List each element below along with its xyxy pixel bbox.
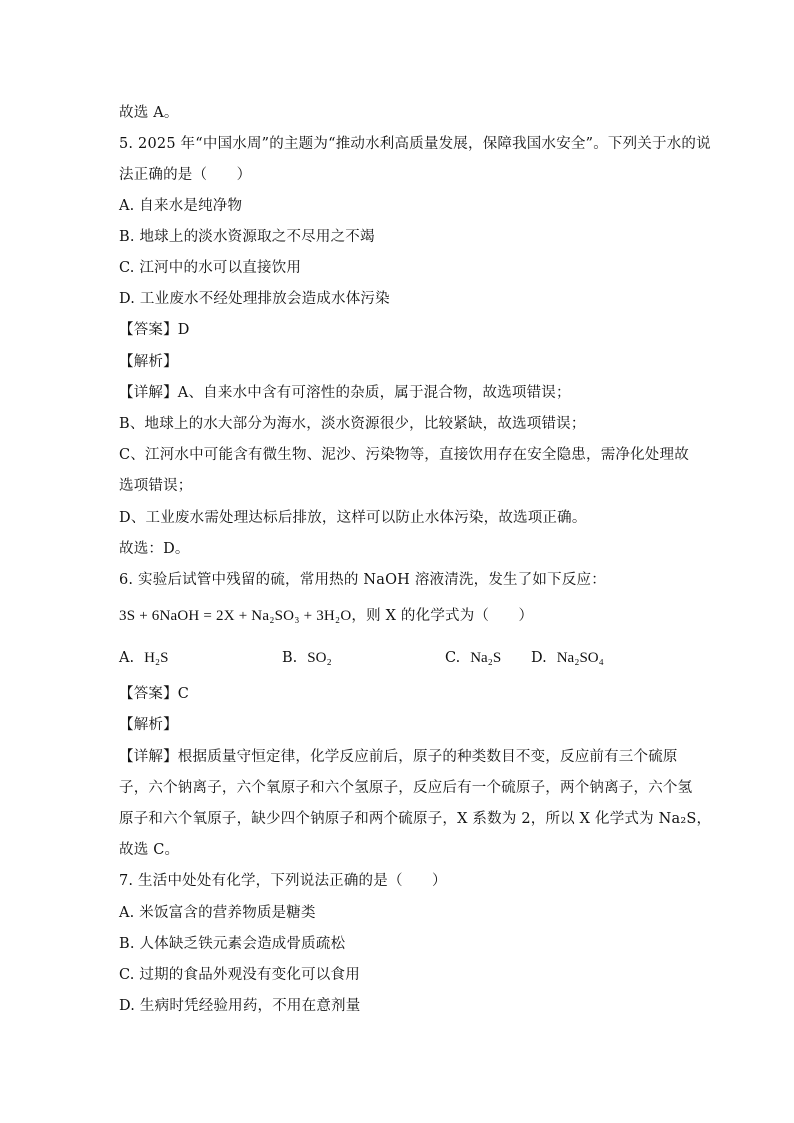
q5-option-c: C. 江河中的水可以直接饮用 [119,260,302,276]
q6-detail-2: 子，六个钠离子，六个氧原子和六个氢原子，反应后有一个硫原子，两个钠离子，六个氢 [119,780,693,796]
q6-option-d-formula: Na₂SO₄ [556,650,604,666]
q5-conclusion: 故选：D。 [119,541,190,557]
q5-detail-3b: 选项错误； [119,478,193,494]
q6-detail-3: 原子和六个氧原子，缺少四个钠原子和两个硫原子，X 系数为 2，所以 X 化学式为 Na₂S， [119,811,712,827]
q6-detail-1: 【详解】根据质量守恒定律，化学反应前后，原子的种类数目不变，反应前有三个硫原 [119,749,678,765]
q5-analysis-heading: 【解析】 [119,354,178,370]
q6-stem-suffix: ，则 X 的化学式为（ ） [351,608,534,624]
q6-option-c-label: C. [445,650,461,666]
q6-option-b [282,648,332,668]
q6-conclusion: 故选 C。 [119,842,180,858]
q7-option-a: A. 米饭富含的营养物质是糖类 [119,905,316,921]
q6-option-d-label: D. [531,650,547,666]
q6-stem-line1: 6. 实验后试管中残留的硫，常用热的 NaOH 溶液清洗，发生了如下反应： [119,572,606,588]
q6-option-d [531,648,604,668]
q6-analysis-heading: 【解析】 [119,717,178,733]
q6-option-b-formula: SO₂ [307,650,332,666]
q6-answer: 【答案】C [119,686,190,702]
q7-stem: 7. 生活中处处有化学，下列说法正确的是（ ） [119,873,447,889]
q6-option-c-formula: Na₂S [470,650,502,666]
q6-options [119,648,679,670]
q5-detail-2: B、地球上的水大部分为海水，淡水资源很少，比较紧缺，故选项错误； [119,416,586,432]
q6-option-a [119,648,169,668]
q5-option-a: A. 自来水是纯净物 [119,198,243,214]
prev-conclusion: 故选 A。 [119,105,179,121]
q5-detail-4: D、工业废水需处理达标后排放，这样可以防止水体污染，故选项正确。 [119,510,587,526]
q6-option-b-label: B. [282,650,298,666]
q5-detail-1: 【详解】A、自来水中含有可溶性的杂质，属于混合物，故选项错误； [119,385,571,401]
q5-stem-line1: 5. 2025 年“中国水周”的主题为“推动水利高质量发展，保障我国水安全”。下列关于水的说 [119,136,711,152]
q6-equation: 3S + 6NaOH = 2X + Na₂SO₃ + 3H₂O [119,608,352,624]
q6-option-a-formula: H₂S [144,650,169,666]
q6-option-c [445,648,501,668]
q5-stem-line2: 法正确的是（ ） [119,167,252,183]
q5-answer: 【答案】D [119,322,190,338]
q5-option-d: D. 工业废水不经处理排放会造成水体污染 [119,291,390,307]
q6-option-a-label: A. [119,650,135,666]
q5-detail-3a: C、江河水中可能含有微生物、泥沙、污染物等，直接饮用存在安全隐患，需净化处理故 [119,447,689,463]
q7-option-b: B. 人体缺乏铁元素会造成骨质疏松 [119,936,346,952]
q5-option-b: B. 地球上的淡水资源取之不尽用之不竭 [119,229,375,245]
q7-option-c: C. 过期的食品外观没有变化可以食用 [119,967,360,983]
q7-option-d: D. 生病时凭经验用药，不用在意剂量 [119,998,361,1014]
q6-equation-line [119,606,533,626]
